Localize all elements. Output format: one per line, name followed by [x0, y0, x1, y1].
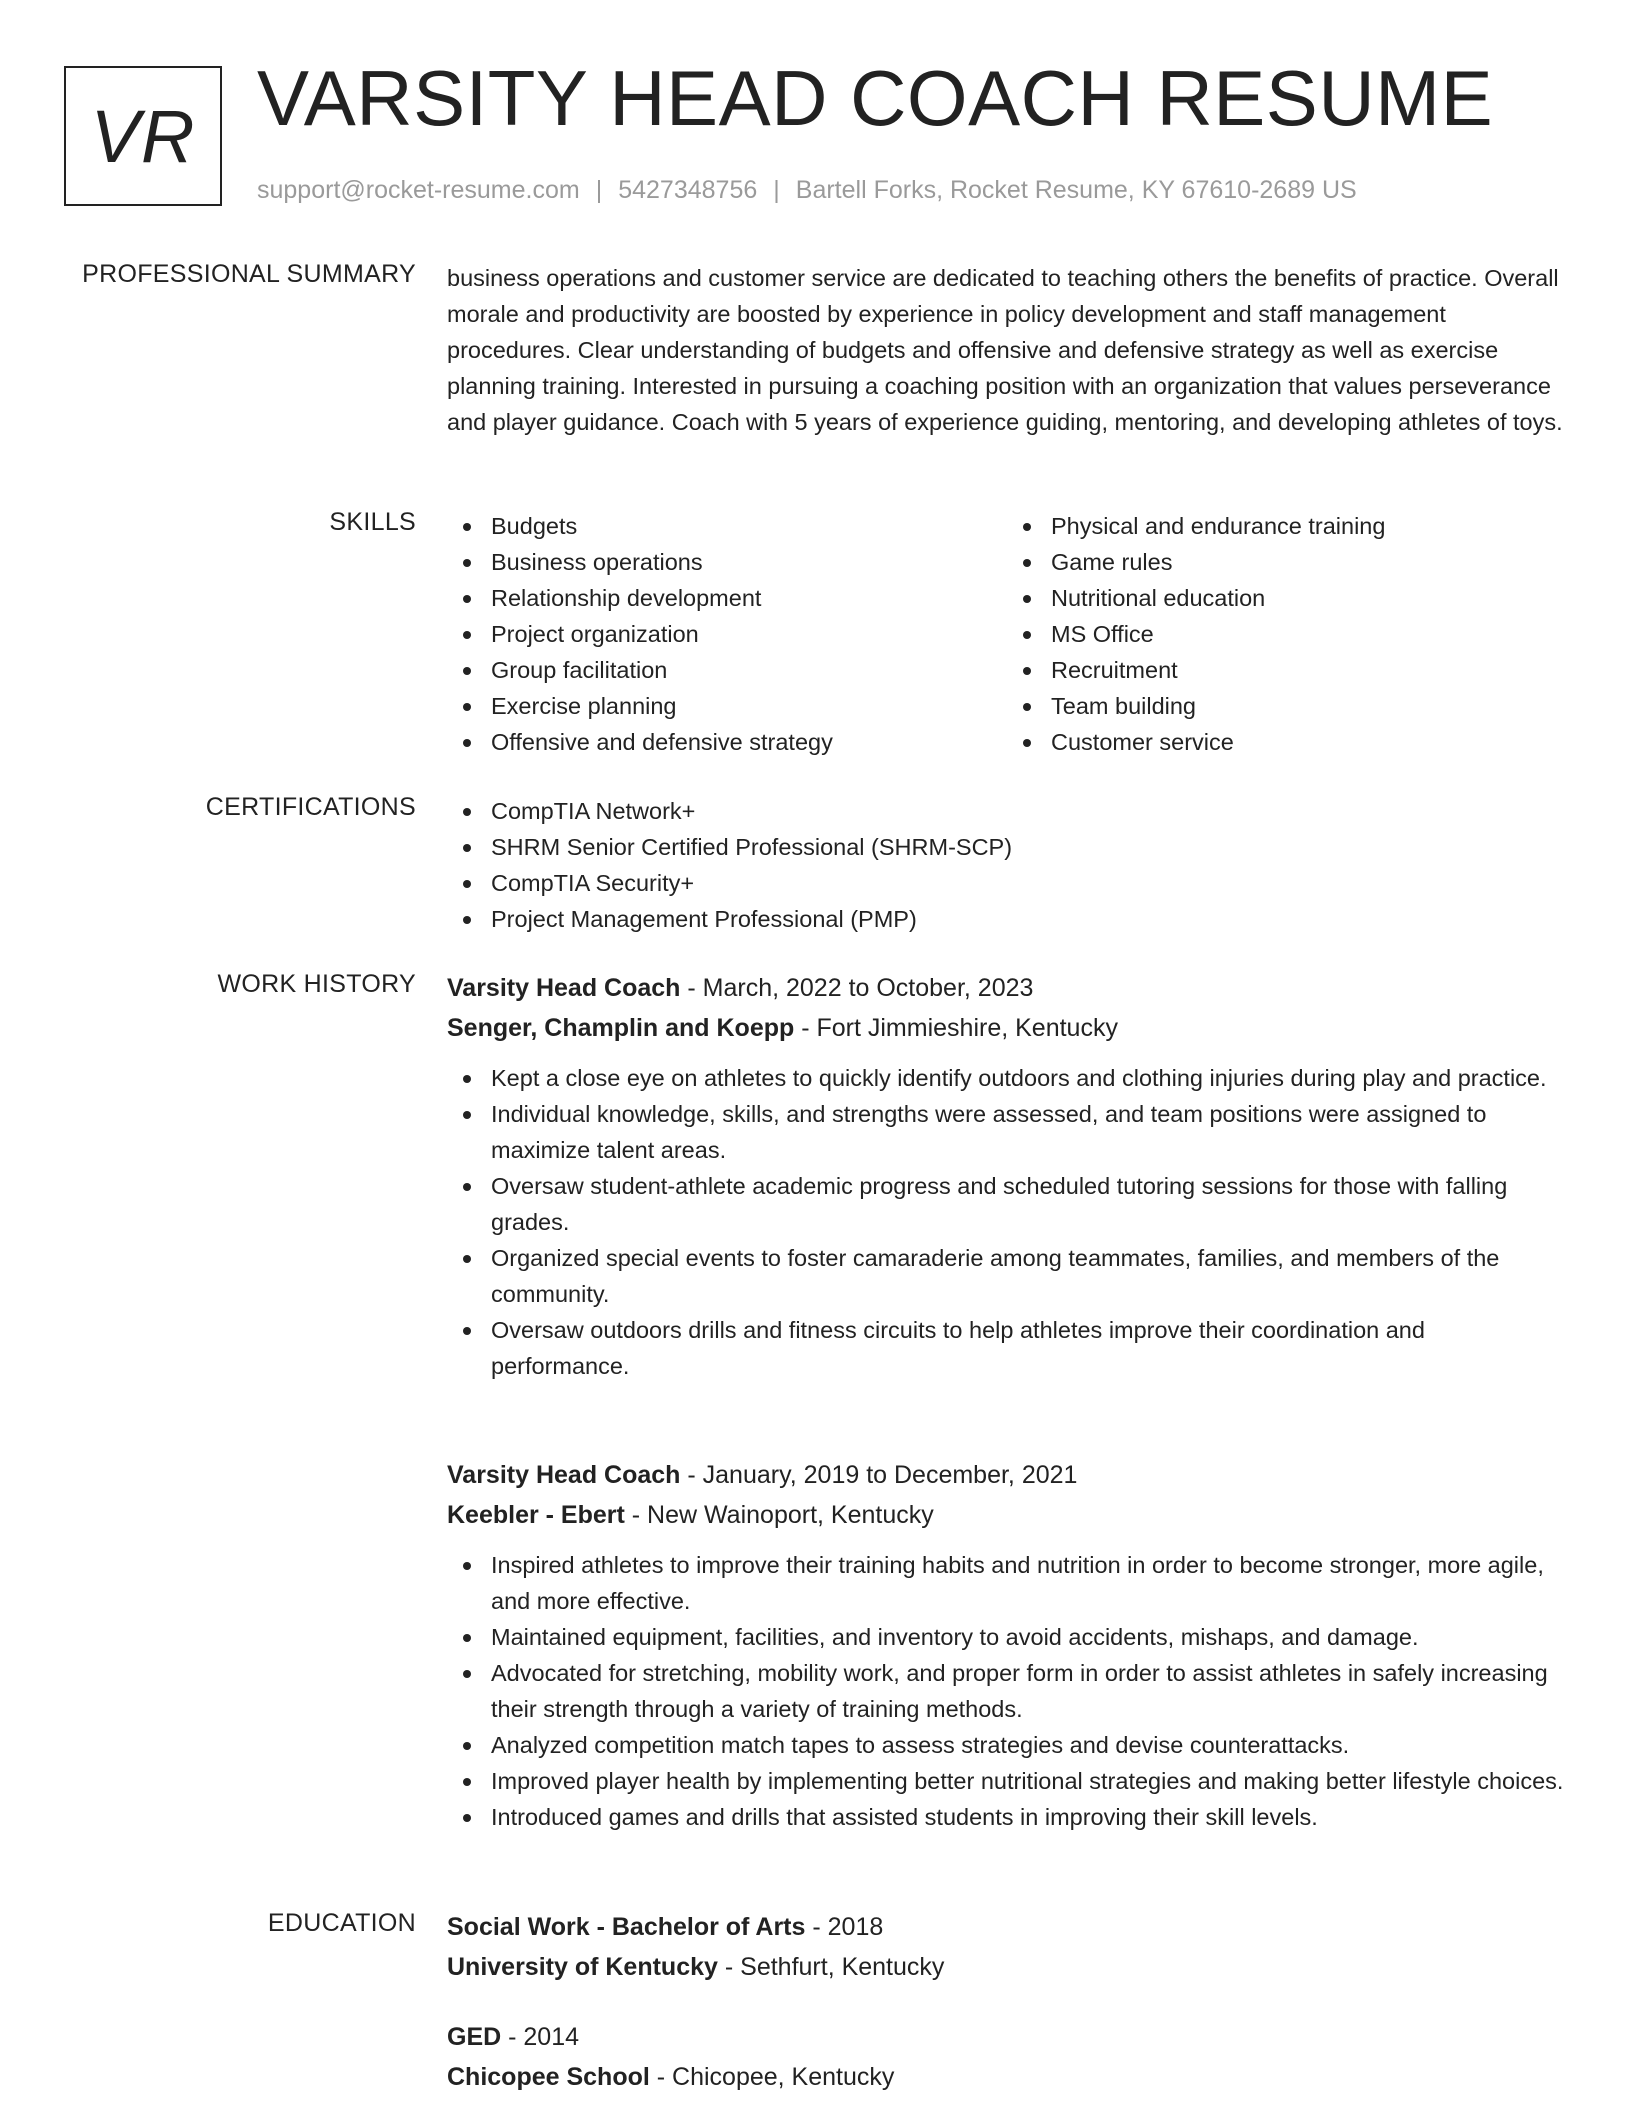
job-company: Keebler - Ebert	[447, 1501, 625, 1529]
resume-title: VARSITY HEAD COACH RESUME	[257, 54, 1494, 142]
skills-list	[447, 508, 1567, 760]
job-duty-item: Individual knowledge, skills, and strengths were assessed, and team positions were assigned to maximize talent areas.	[491, 1096, 1567, 1168]
degree-year: - 2014	[501, 2023, 580, 2051]
contact-phone: 5427348756	[618, 176, 758, 204]
summary-text: business operations and customer service are dedicated to teaching others the benefits of practice. Overall morale and productivity are boosted by experience in policy development and staff management procedures. Clear understanding of budgets and offensive and defensive strategy as well as exercise planning training. Interested in pursuing a coaching position with an organization that values perseverance and player guidance. Coach with 5 years of experience guiding, mentoring, and developing athletes of toys.	[447, 265, 1563, 435]
education-heading: EDUCATION	[267, 1909, 416, 1937]
certification-item: Project Management Professional (PMP)	[491, 901, 1567, 937]
contact-address: Bartell Forks, Rocket Resume, KY 67610-2689 US	[795, 176, 1357, 204]
skills-column-left	[447, 508, 1007, 760]
skill-item: Project organization	[491, 616, 1007, 652]
school-location: - Chicopee, Kentucky	[649, 2063, 895, 2091]
job-company-line	[447, 1495, 1567, 1535]
job-dates: - March, 2022 to October, 2023	[680, 974, 1034, 1002]
job-duty-item: Organized special events to foster camaraderie among teammates, families, and members of the community.	[491, 1240, 1567, 1312]
degree-name: GED	[447, 2023, 502, 2051]
job-duty-item: Advocated for stretching, mobility work, and proper form in order to assist athletes in safely increasing their strength through a variety of training methods.	[491, 1655, 1567, 1727]
job-duty-item: Introduced games and drills that assisted students in improving their skill levels.	[491, 1799, 1567, 1835]
job-duty-item: Maintained equipment, facilities, and inventory to avoid accidents, mishaps, and damage.	[491, 1619, 1567, 1655]
job-title-line	[447, 968, 1567, 1008]
skill-item: Recruitment	[1051, 652, 1567, 688]
job-dates: - January, 2019 to December, 2021	[680, 1461, 1078, 1489]
job-duty-item: Oversaw outdoors drills and fitness circuits to help athletes improve their coordination and performance.	[491, 1312, 1567, 1384]
skill-item: Exercise planning	[491, 688, 1007, 724]
skill-item: Customer service	[1051, 724, 1567, 760]
monogram-box	[64, 66, 222, 206]
certifications-heading: CERTIFICATIONS	[205, 793, 416, 821]
certifications-list	[447, 793, 1567, 937]
work-history-heading: WORK HISTORY	[217, 970, 416, 998]
degree-line	[447, 1907, 1567, 1947]
job-location: - Fort Jimmieshire, Kentucky	[794, 1014, 1118, 1042]
skill-item: Offensive and defensive strategy	[491, 724, 1007, 760]
degree-year: - 2018	[805, 1913, 884, 1941]
summary-heading: PROFESSIONAL SUMMARY	[82, 260, 416, 288]
job-duty-item: Inspired athletes to improve their training habits and nutrition in order to become stronger, more agile, and more effective.	[491, 1547, 1567, 1619]
skills-heading: SKILLS	[329, 508, 416, 536]
job-duties	[447, 1060, 1567, 1384]
skills-column-right	[1007, 508, 1567, 760]
skill-item: Budgets	[491, 508, 1007, 544]
school-line	[447, 1947, 1567, 1987]
job-entry	[447, 1455, 1567, 1835]
certification-item: SHRM Senior Certified Professional (SHRM-SCP)	[491, 829, 1567, 865]
certification-item: CompTIA Network+	[491, 793, 1567, 829]
skill-item: Physical and endurance training	[1051, 508, 1567, 544]
job-duty-item: Improved player health by implementing better nutritional strategies and making better lifestyle choices.	[491, 1763, 1567, 1799]
school-name: University of Kentucky	[447, 1953, 718, 1981]
skill-item: Business operations	[491, 544, 1007, 580]
contact-email: support@rocket-resume.com	[257, 176, 580, 204]
job-title: Varsity Head Coach	[447, 974, 681, 1002]
monogram-initials: VR	[90, 94, 196, 178]
job-company-line	[447, 1008, 1567, 1048]
education-entry	[447, 1907, 1567, 1987]
skill-item: MS Office	[1051, 616, 1567, 652]
job-duties	[447, 1547, 1567, 1835]
job-duty-item: Kept a close eye on athletes to quickly identify outdoors and clothing injuries during play and practice.	[491, 1060, 1567, 1096]
job-company: Senger, Champlin and Koepp	[447, 1014, 795, 1042]
job-duty-item: Oversaw student-athlete academic progress and scheduled tutoring sessions for those with falling grades.	[491, 1168, 1567, 1240]
school-location: - Sethfurt, Kentucky	[717, 1953, 945, 1981]
contact-separator: |	[773, 176, 780, 204]
skill-item: Relationship development	[491, 580, 1007, 616]
degree-name: Social Work - Bachelor of Arts	[447, 1913, 806, 1941]
school-line	[447, 2057, 1567, 2097]
job-title-line	[447, 1455, 1567, 1495]
contact-line	[257, 176, 1357, 205]
skill-item: Nutritional education	[1051, 580, 1567, 616]
skill-item: Group facilitation	[491, 652, 1007, 688]
skill-item: Team building	[1051, 688, 1567, 724]
school-name: Chicopee School	[447, 2063, 650, 2091]
job-location: - New Wainoport, Kentucky	[624, 1501, 934, 1529]
job-duty-item: Analyzed competition match tapes to assess strategies and devise counterattacks.	[491, 1727, 1567, 1763]
skill-item: Game rules	[1051, 544, 1567, 580]
contact-separator: |	[595, 176, 603, 204]
education-entry	[447, 2017, 1567, 2097]
degree-line	[447, 2017, 1567, 2057]
certification-item: CompTIA Security+	[491, 865, 1567, 901]
job-title: Varsity Head Coach	[447, 1461, 681, 1489]
job-entry	[447, 968, 1567, 1384]
